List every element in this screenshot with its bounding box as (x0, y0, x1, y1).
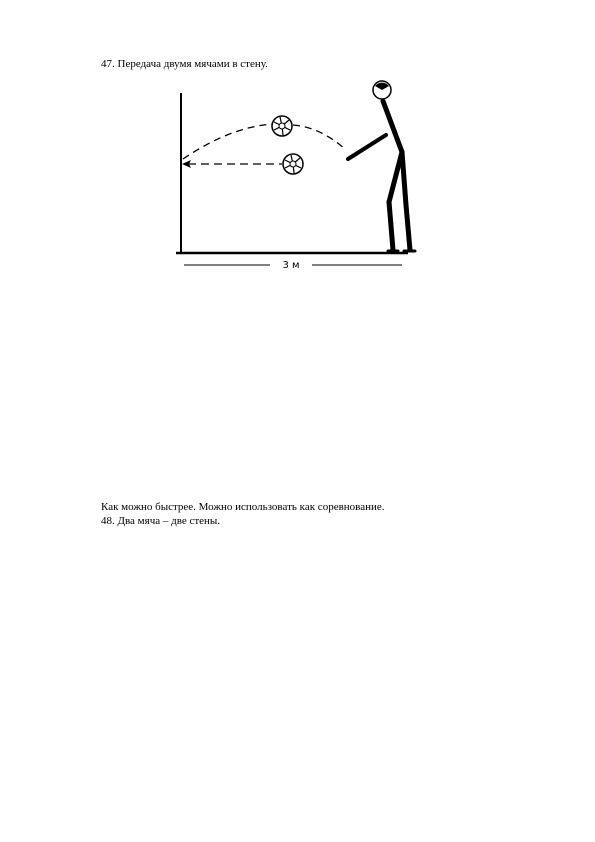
exercise-47-heading: 47. Передача двумя мячами в стену. (101, 58, 268, 70)
arc-trajectory-left (183, 124, 273, 159)
volleyball-icon (283, 154, 303, 174)
person-icon (348, 81, 415, 251)
exercise-47-illustration (170, 75, 420, 275)
arc-trajectory-right (293, 125, 345, 149)
exercise-48-heading: 48. Два мяча – две стены. (101, 515, 221, 527)
illustration-svg (170, 75, 420, 275)
exercise-47-remark: Как можно быстрее. Можно использовать как соревнование. (101, 501, 385, 513)
distance-label: 3 м (282, 260, 300, 271)
volleyball-icon (272, 116, 292, 136)
